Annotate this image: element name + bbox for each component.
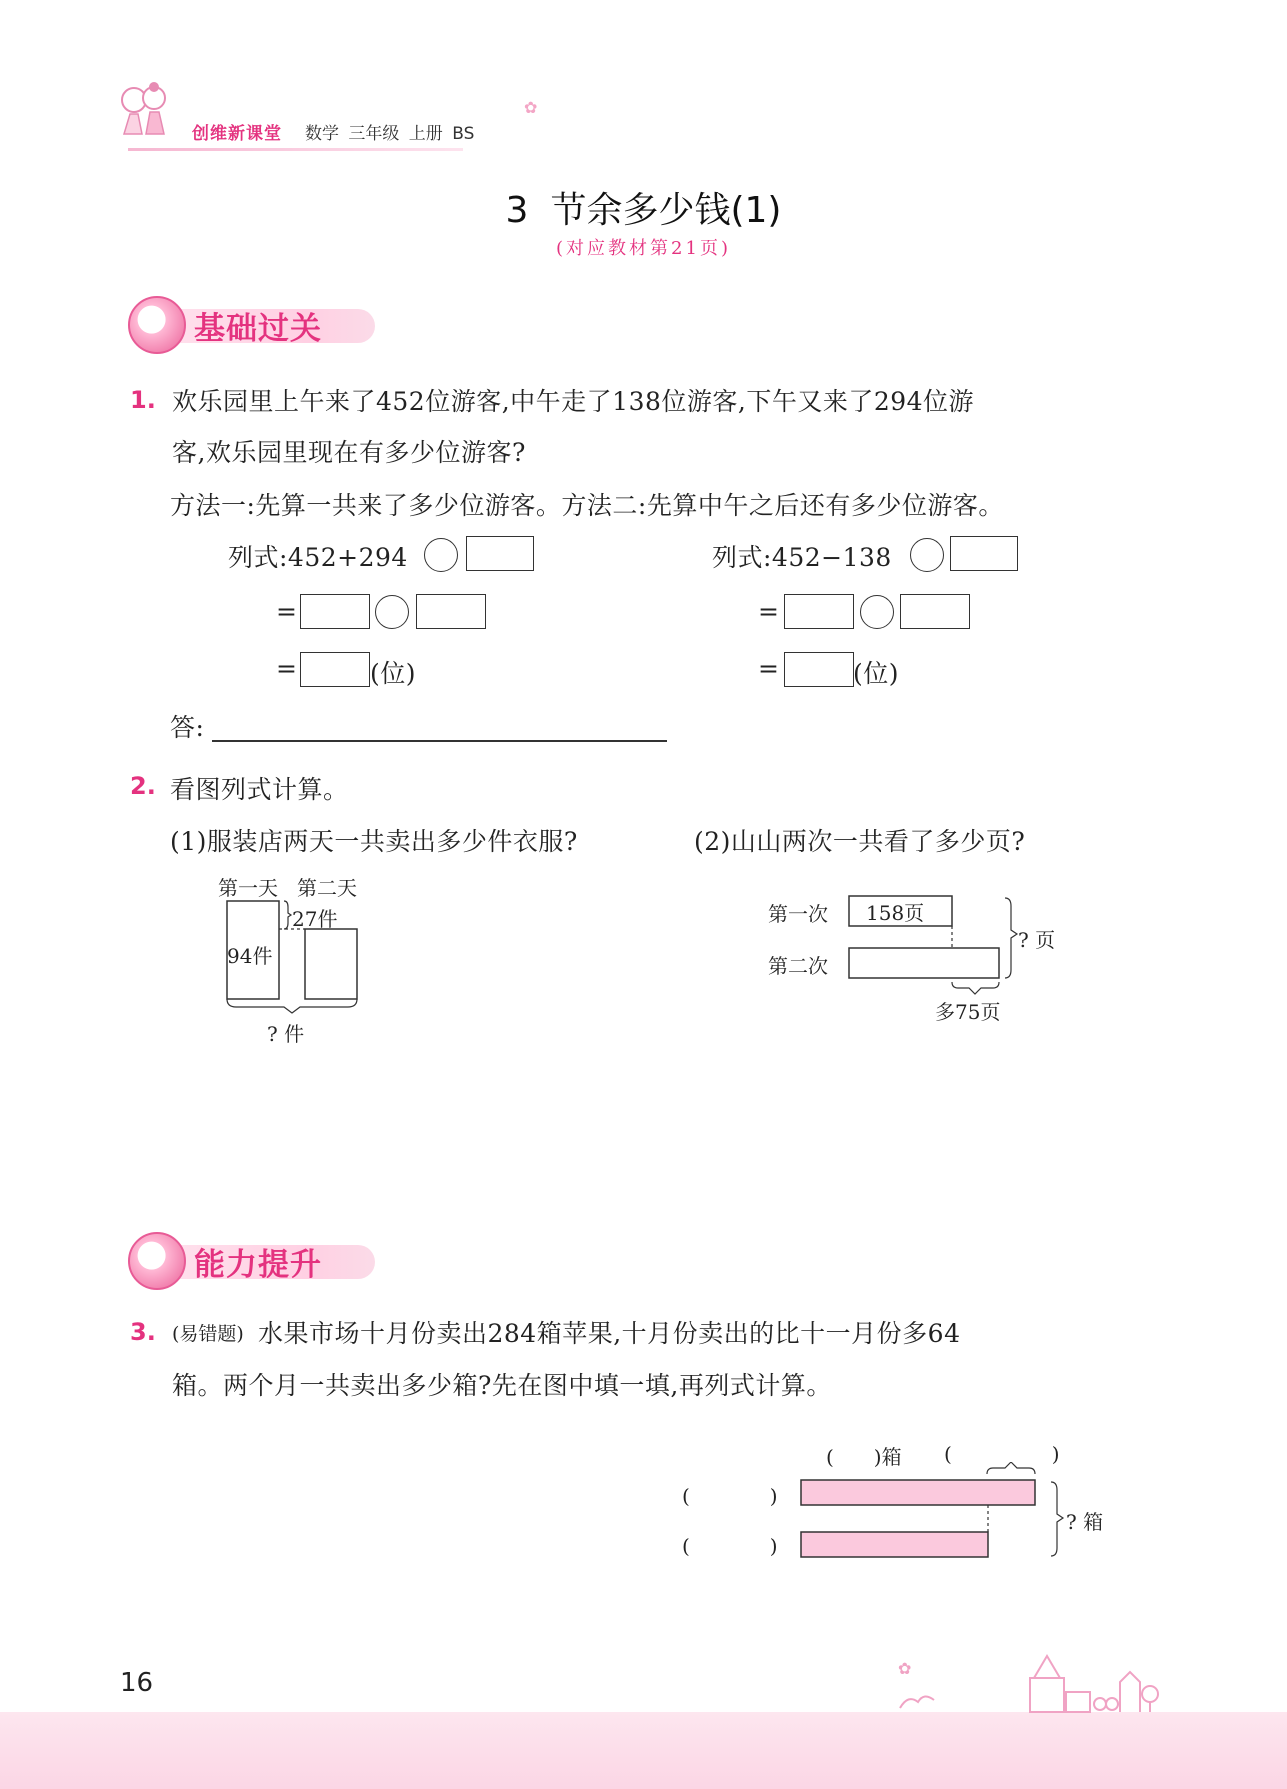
lesson-number: 3 — [505, 190, 529, 231]
q1-text-line1: 欢乐园里上午来了452位游客,中午走了138位游客,下午又来了294位游 — [172, 387, 975, 416]
d3-top-label[interactable]: ( )箱 — [826, 1445, 902, 1469]
mascot-icon — [128, 1232, 186, 1290]
q1-m2-equals-2: = — [758, 654, 780, 683]
q1-m1-box-2[interactable] — [300, 594, 370, 629]
q1-m2-box-1[interactable] — [950, 536, 1018, 571]
d3-total-label: ? 箱 — [1066, 1510, 1104, 1534]
q2-text: 看图列式计算。 — [170, 775, 349, 804]
butterfly-icon: ✿ — [524, 98, 538, 117]
lesson-name: 节余多少钱(1) — [550, 190, 782, 231]
d2-first-label: 第一次 — [768, 902, 828, 926]
q1-text-line2: 客,欢乐园里现在有多少位游客? — [172, 438, 526, 467]
q1-m1-equals-1: = — [276, 597, 298, 626]
bar-diagram-apples — [795, 1462, 1070, 1562]
q1-m2-unit: (位) — [853, 659, 900, 688]
footer-band — [0, 1712, 1287, 1789]
d2-difference-label: 多75页 — [935, 1000, 1001, 1024]
lesson-title — [0, 182, 1287, 233]
q1-m2-operator-circle-1[interactable] — [910, 538, 944, 572]
d3-row1-label[interactable]: ( ) — [682, 1484, 778, 1508]
bar-diagram-pages — [845, 890, 1020, 1000]
question-number-1: 1. — [130, 386, 156, 414]
d3-top-right-label[interactable]: ( ) — [944, 1442, 1060, 1466]
d2-first-value: 158页 — [866, 901, 925, 925]
section-title-basic: 基础过关 — [194, 311, 322, 347]
d1-day1-label: 第一天 — [218, 876, 278, 900]
header-book-info: 数学 三年级 上册 BS — [305, 124, 475, 144]
mascot-icon — [128, 296, 186, 354]
section-title-advanced: 能力提升 — [194, 1247, 322, 1283]
svg-text:✿: ✿ — [898, 1659, 912, 1678]
q1-m2-operator-circle-2[interactable] — [860, 595, 894, 629]
q2-sub2: (2)山山两次一共看了多少页? — [694, 827, 1026, 856]
q1-m2-expression: 列式:452−138 — [712, 543, 892, 572]
d2-second-label: 第二次 — [768, 954, 828, 978]
q1-m1-unit: (位) — [370, 659, 417, 688]
q1-m1-operator-circle-1[interactable] — [424, 538, 458, 572]
d1-day2-label: 第二天 — [297, 876, 357, 900]
d2-total-label: ? 页 — [1018, 928, 1056, 952]
section-banner-advanced — [128, 1232, 378, 1290]
header-divider — [128, 148, 463, 151]
q1-m2-equals-1: = — [758, 597, 780, 626]
q1-m2-result-box[interactable] — [784, 652, 854, 687]
d1-day1-value: 94件 — [227, 944, 273, 968]
q3-tag: (易错题) — [172, 1323, 244, 1345]
q1-methods: 方法一:先算一共来了多少位游客。方法二:先算中午之后还有多少位游客。 — [170, 491, 1004, 520]
header-brand: 创维新课堂 — [192, 124, 282, 144]
q1-answer-line[interactable] — [212, 740, 667, 742]
q3-text-line1: 水果市场十月份卖出284箱苹果,十月份卖出的比十一月份多64 — [258, 1319, 961, 1348]
q1-m1-box-3[interactable] — [416, 594, 486, 629]
q1-m2-box-2[interactable] — [784, 594, 854, 629]
section-banner-basic — [128, 296, 378, 354]
q1-answer-label: 答: — [170, 713, 205, 742]
q1-m1-result-box[interactable] — [300, 652, 370, 687]
q2-sub1: (1)服装店两天一共卖出多少件衣服? — [170, 827, 578, 856]
q1-m1-equals-2: = — [276, 654, 298, 683]
question-number-2: 2. — [130, 772, 156, 800]
q3-text-line2: 箱。两个月一共卖出多少箱?先在图中填一填,再列式计算。 — [172, 1371, 832, 1400]
d1-difference-label: 27件 — [292, 907, 338, 931]
bar-diagram-clothes — [222, 895, 372, 1015]
d3-row2-label[interactable]: ( ) — [682, 1534, 778, 1558]
question-number-3: 3. — [130, 1318, 156, 1346]
q1-m2-box-3[interactable] — [900, 594, 970, 629]
header-illustration — [112, 78, 174, 140]
textbook-reference: (对应教材第21页) — [556, 238, 731, 259]
q1-m1-box-1[interactable] — [466, 536, 534, 571]
castle-decoration-icon — [880, 1648, 1170, 1718]
d1-total-label: ? 件 — [267, 1022, 305, 1046]
q1-m1-operator-circle-2[interactable] — [375, 595, 409, 629]
page-number: 16 — [120, 1668, 154, 1698]
q1-m1-expression: 列式:452+294 — [228, 543, 408, 572]
